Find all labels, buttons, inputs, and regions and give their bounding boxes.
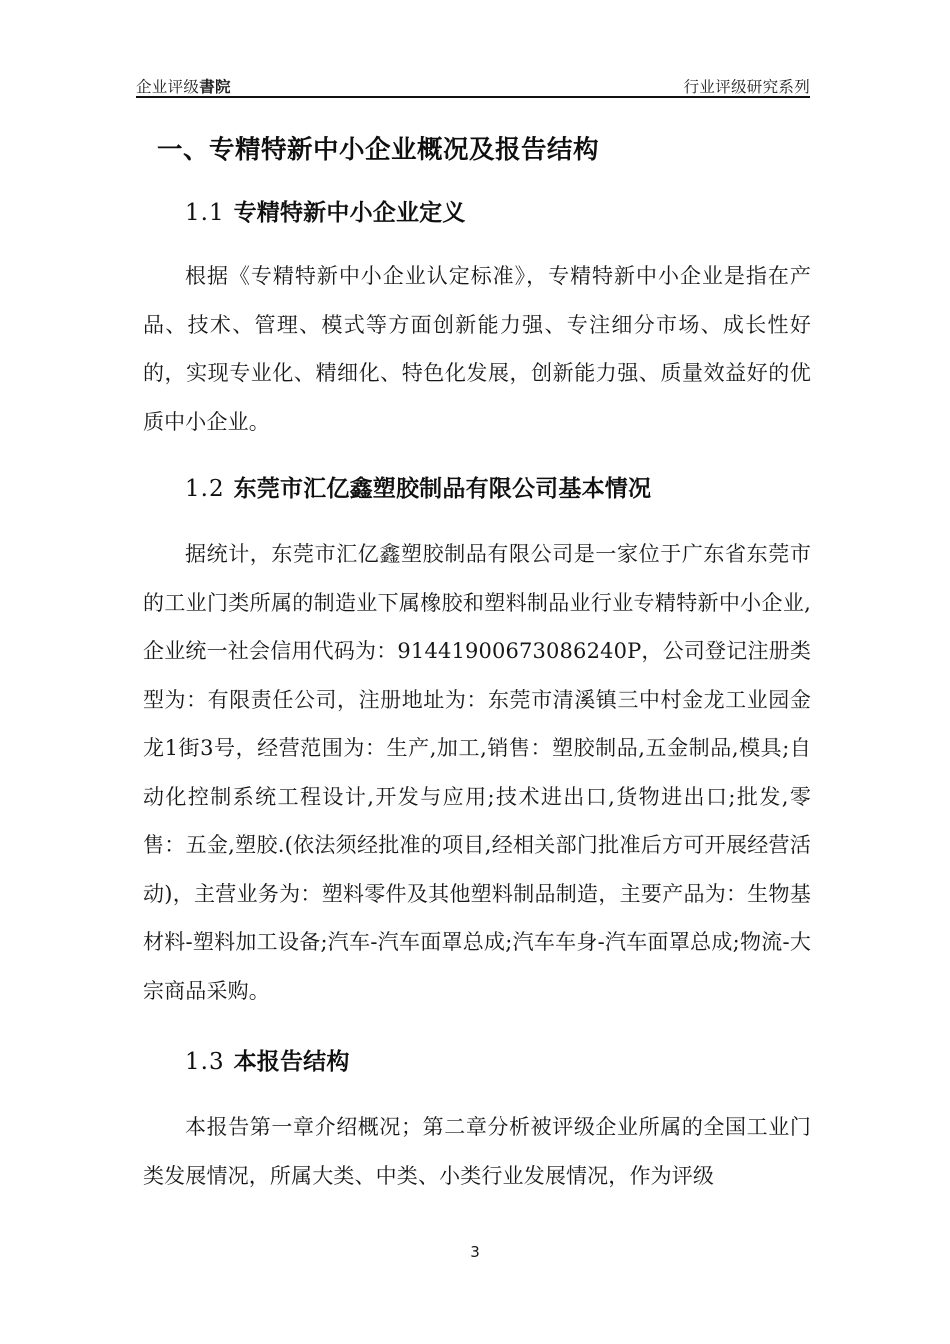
section-heading-1-2 — [143, 468, 811, 510]
section-number-1-3: 1.3 — [185, 1049, 225, 1075]
chapter-heading: 一、专精特新中小企业概况及报告结构 — [157, 135, 600, 165]
section-paragraph-1-2: 据统计，东莞市汇亿鑫塑胶制品有限公司是一家位于广东省东莞市的工业门类所属的制造业下属橡胶和塑料制品业行业专精特新中小企业,企业统一社会信用代码为：91441900673086240P，公司登记注册类型为：有限责任公司，注册地址为：东莞市清溪镇三中村金龙工业园金龙1街3号，经营范围为：生产,加工,销售：塑胶制品,五金制品,模具;自动化控制系统工程设计,开发与应用;技术进出口,货物进出口;批发,零售：五金,塑胶.(依法须经批准的项目,经相关部门批准后方可开展经营活动)，主营业务为：塑料零件及其他塑料制品制造，主要产品为：生物基材料-塑料加工设备;汽车-汽车面罩总成;汽车车身-汽车面罩总成;物流-大宗商品采购。 — [143, 542, 811, 1003]
header-left-traditional: 書院 — [199, 77, 231, 96]
section-heading-1-3 — [143, 1041, 811, 1083]
spacer — [143, 1015, 811, 1041]
section-heading-1-1 — [143, 192, 811, 234]
section-paragraph-1-3: 本报告第一章介绍概况；第二章分析被评级企业所属的全国工业门类发展情况，所属大类、中类、小类行业发展情况，作为评级 — [143, 1115, 811, 1188]
section-number-1-1: 1.1 — [185, 200, 225, 226]
header-left-main: 企业评级 — [136, 77, 200, 96]
section-title-1-1: 专精特新中小企业定义 — [233, 200, 466, 226]
section-title-1-3: 本报告结构 — [233, 1049, 350, 1075]
page-content — [143, 128, 811, 1200]
spacer — [143, 234, 811, 252]
header-right-label: 行业评级研究系列 — [683, 77, 810, 96]
spacer — [143, 510, 811, 530]
header-divider-rule — [136, 96, 810, 98]
section-paragraph-1-1: 根据《专精特新中小企业认定标准》，专精特新中小企业是指在产品、技术、管理、模式等方面创新能力强、专注细分市场、成长性好的，实现专业化、精细化、特色化发展，创新能力强、质量效益好的优质中小企业。 — [143, 264, 811, 434]
section-number-1-2: 1.2 — [185, 476, 225, 502]
spacer — [143, 446, 811, 468]
section-title-1-2: 东莞市汇亿鑫塑胶制品有限公司基本情况 — [233, 476, 652, 502]
spacer — [143, 1083, 811, 1103]
header-left-label — [136, 79, 231, 96]
page-header — [136, 62, 810, 96]
page-number: 3 — [470, 1243, 480, 1261]
spacer — [143, 172, 811, 192]
